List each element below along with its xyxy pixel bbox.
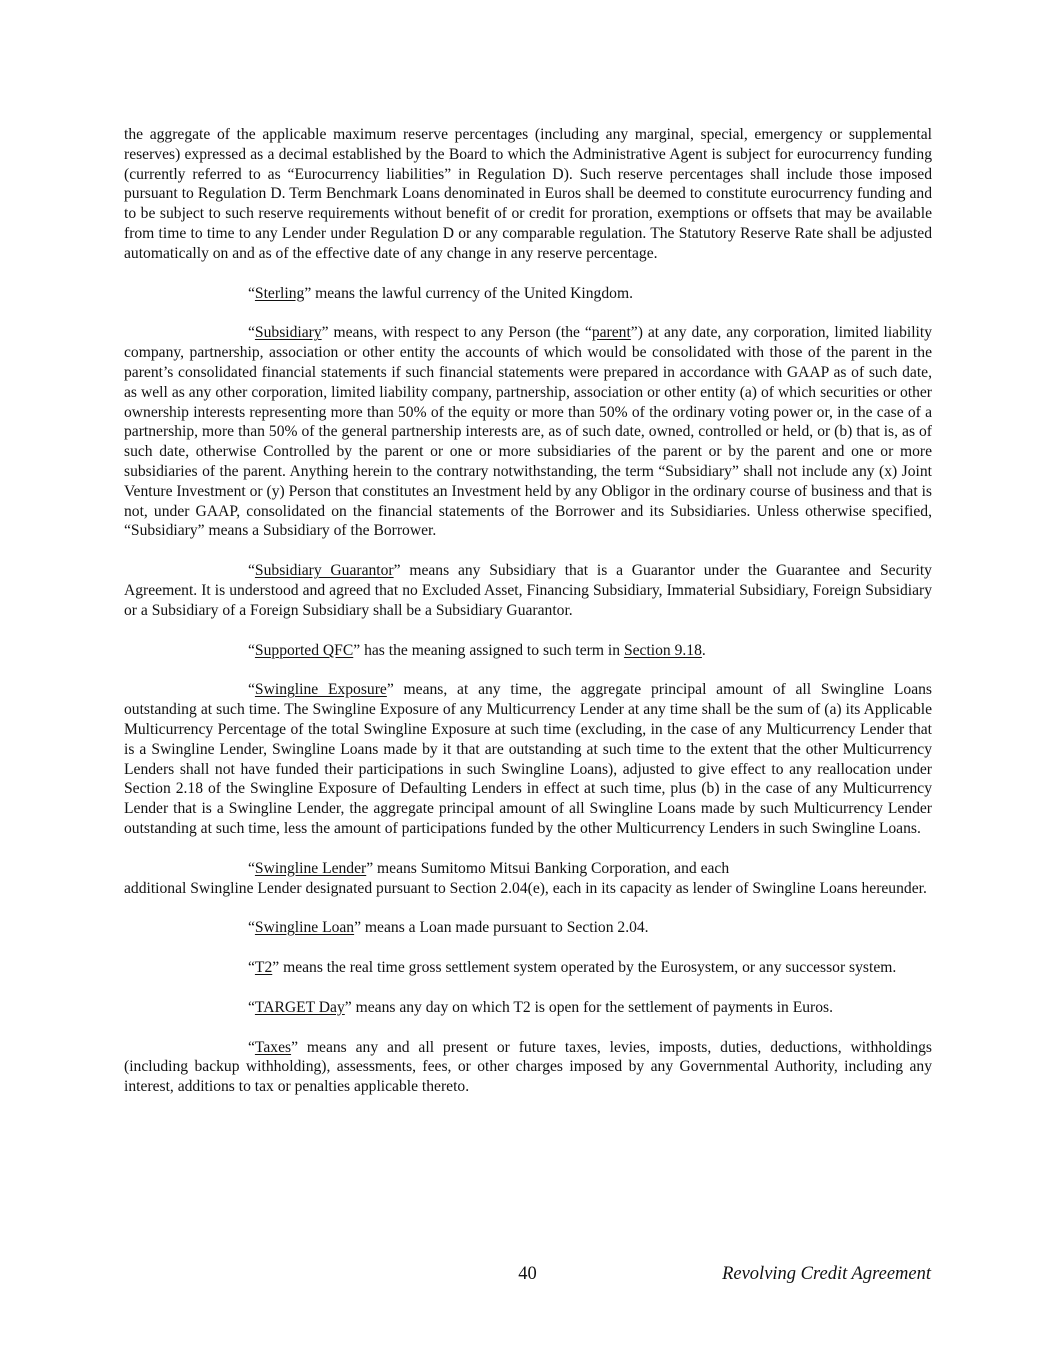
- definition-swingline-loan: “Swingline Loan” means a Loan made pursuant to Section 2.04.: [248, 919, 649, 937]
- defined-term: Taxes: [254, 1038, 292, 1056]
- section-reference: Section 9.18: [623, 641, 702, 659]
- defined-term: Sterling: [254, 284, 305, 302]
- definition-subsidiary-guarantor: “Subsidiary Guarantor” means any Subsidiary that is a Guarantor under the Guarantee and Security Agreement. It is understood and agreed that no Excluded Asset, Financing Subsidiary, Immaterial Subsidiary, Foreign Subsidiary or a Subsidiary of a Foreign Subsidiary shall be a Subsidiary Guarantor.: [124, 562, 932, 619]
- defined-term: Swingline Loan: [254, 919, 355, 937]
- paragraph-statutory-reserve-continued: the aggregate of the applicable maximum reserve percentages (including any marginal, special, emergency or supplemental reserves) expressed as a decimal established by the Board to which the Administrative Agent is subject for eurocurrency funding (currently referred to as “Eurocurrency liabilities” in Regulation D). Such reserve percentages shall include those imposed pursuant to Regulation D. Term Benchmark Loans denominated in Euros shall be deemed to constitute eurocurrency funding and to be subject to such reserve requirements without benefit of or credit for proration, exemptions or offsets that may be available from time to time to any Lender under Regulation D or any comparable regulation. The Statutory Reserve Rate shall be adjusted automatically on and as of the effective date of any change in any reserve percentage.: [124, 126, 932, 262]
- definition-supported-qfc: “Supported QFC” has the meaning assigned to such term in Section 9.18.: [248, 641, 706, 659]
- definition-swingline-exposure: “Swingline Exposure” means, at any time, the aggregate principal amount of all Swingline Loans outstanding at such time. The Swingline Exposure of any Multicurrency Lender at any time shall be the sum of (a) its Applicable Multicurrency Percentage of the total Swingline Exposure at such time (excluding, in the case of any Multicurrency Lender that is a Swingline Lender, Swingline Loans made by it that are outstanding at such time to the extent that the other Multicurrency Lenders shall not have funded their participations in such Swingline Loans), adjusted to give effect to any reallocation under Section 2.18 of the Swingline Exposure of Defaulting Lenders in effect at such time, plus (b) in the case of any Multicurrency Lender that is a Swingline Lender, the aggregate principal amount of all Swingline Loans made by such Multicurrency Lender outstanding at such time, less the amount of participations funded by the other Multicurrency Lenders in such Swingline Loans.: [124, 681, 932, 837]
- definition-t2: “T2” means the real time gross settlement system operated by the Eurosystem, or any successor system.: [248, 959, 897, 977]
- defined-term: Supported QFC: [254, 641, 354, 659]
- definition-sterling: “Sterling” means the lawful currency of the United Kingdom.: [248, 284, 633, 302]
- defined-term: Swingline Exposure: [254, 681, 387, 699]
- document-body: [124, 125, 932, 1117]
- defined-term: TARGET Day: [254, 998, 345, 1016]
- definition-taxes: “Taxes” means any and all present or future taxes, levies, imposts, duties, deductions, withholdings (including backup withholding), assessments, fees, or other charges imposed by any Governmental Authority, including any interest, additions to tax or penalties applicable thereto.: [124, 1038, 932, 1096]
- defined-term: Swingline Lender: [254, 859, 367, 877]
- document-title-footer: Revolving Credit Agreement: [722, 1264, 931, 1284]
- defined-term-parent: parent: [591, 324, 631, 342]
- page-number: 40: [518, 1264, 537, 1284]
- defined-term: T2: [254, 959, 273, 977]
- defined-term: Subsidiary: [254, 324, 322, 342]
- defined-term: Subsidiary Guarantor: [254, 562, 394, 580]
- definition-swingline-lender: “Swingline Lender” means Sumitomo Mitsui Banking Corporation, and each additional Swingline Lender designated pursuant to Section 2.04(e), each in its capacity as lender of Swingline Loans hereunder.: [124, 859, 927, 897]
- definition-target-day: “TARGET Day” means any day on which T2 is open for the settlement of payments in Euros.: [248, 998, 833, 1016]
- definition-subsidiary: “Subsidiary” means, with respect to any Person (the “parent”) at any date, any corporation, limited liability company, partnership, association or other entity the accounts of which would be consolidated with those of the parent in the parent’s consolidated financial statements if such financial statements were prepared in accordance with GAAP as of such date, as well as any other corporation, limited liability company, partnership, association or other entity (a) of which securities or other ownership interests representing more than 50% of the equity or more than 50% of the ordinary voting power or, in the case of a partnership, more than 50% of the general partnership interests are, as of such date, owned, controlled or held, or (b) that is, as of such date, otherwise Controlled by the parent or one or more subsidiaries of the parent or by the parent and one or more subsidiaries of the parent. Anything herein to the contrary notwithstanding, the term “Subsidiary” shall not include any (x) Joint Venture Investment or (y) Person that constitutes an Investment held by any Obligor in the ordinary course of business and that is not, under GAAP, consolidated on the financial statements of the Borrower and its Subsidiaries. Unless otherwise specified, “Subsidiary” means a Subsidiary of the Borrower.: [124, 324, 932, 540]
